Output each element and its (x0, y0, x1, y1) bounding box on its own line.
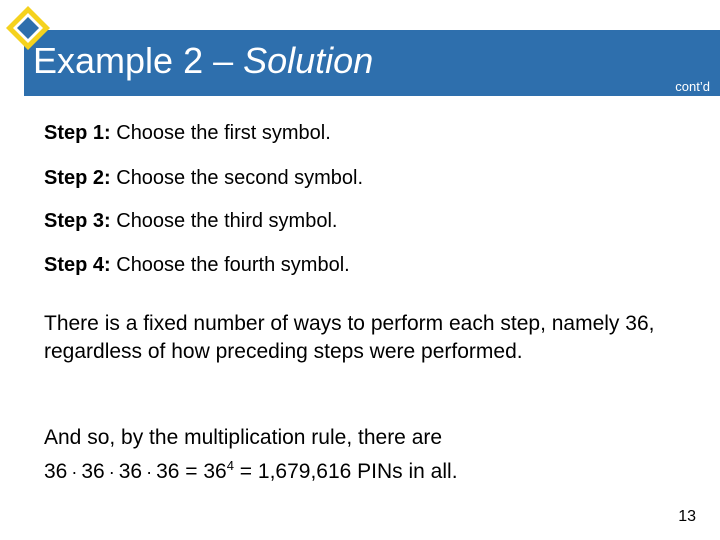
step-label: Step 3: (44, 210, 111, 232)
step-text: Choose the fourth symbol. (110, 254, 350, 276)
exponent: 4 (226, 458, 234, 473)
title-emphasis: Solution (243, 40, 374, 81)
factor: 36 (118, 460, 143, 483)
step-text: Choose the third symbol. (110, 210, 338, 232)
slide-title (33, 40, 373, 82)
equation-result: = 1,679,616 PINs in all. (233, 460, 458, 483)
step-2 (44, 167, 363, 190)
equation (44, 452, 684, 486)
factor: 36 (156, 460, 180, 483)
step-text: Choose the first symbol. (110, 122, 331, 144)
title-main: Example 2 – (33, 40, 244, 81)
conclusion-intro: And so, by the multiplication rule, there are (44, 426, 443, 449)
continued-label: cont’d (675, 79, 710, 94)
step-1 (44, 122, 331, 145)
multiply-symbol: · (71, 462, 78, 482)
step-label: Step 2: (44, 167, 111, 189)
step-label: Step 1: (44, 122, 111, 144)
multiply-symbol: · (108, 462, 115, 482)
paragraph-fixed-ways: There is a fixed number of ways to perform each step, namely 36, regardless of how preceding steps were performed. (44, 312, 655, 363)
factor: 36 (44, 460, 68, 483)
step-label: Step 4: (44, 254, 111, 276)
paragraph-conclusion (44, 424, 684, 486)
factor: 36 (81, 460, 105, 483)
page-number: 13 (678, 508, 696, 525)
step-4 (44, 254, 350, 277)
multiply-symbol: · (146, 462, 153, 482)
step-3 (44, 210, 337, 233)
equals-base: = 36 (179, 460, 227, 483)
step-text: Choose the second symbol. (110, 167, 364, 189)
